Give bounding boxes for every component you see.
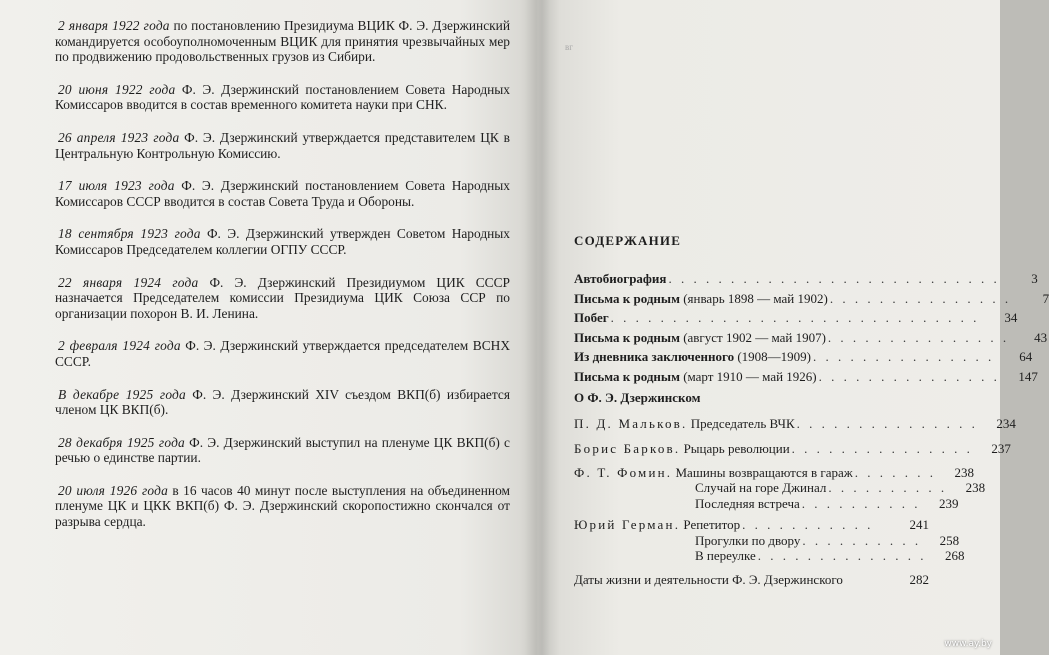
toc-author: Ф. Т. Фомин. <box>574 464 673 480</box>
entry-text: Ф. Э. Дзержинский Президиумом ЦИК СССР назначается Председателем комиссии Президиума ЦИК Союза ССР по организации похорон В. И. Ленина. <box>55 274 510 321</box>
toc-leader: . . . . . . . . . . <box>828 480 948 496</box>
entry-text: Ф. Э. Дзержинский утверждается представителем ЦК в Центральную Контрольную Комиссию. <box>55 129 510 161</box>
toc-entry-title: Даты жизни и деятельности Ф. Э. Дзержинского <box>574 571 843 587</box>
entry-text: Ф. Э. Дзержинский утверждается председателем ВСНХ СССР. <box>55 338 510 369</box>
toc-entry-rest: (январь 1898 — май 1902) <box>679 290 828 306</box>
toc-entry-rest: (август 1902 — май 1907) <box>679 329 826 345</box>
chronology-entry <box>55 130 510 161</box>
toc-entry-title: Рыцарь революции <box>680 441 790 457</box>
toc-entry-title: Прогулки по двору <box>695 532 801 548</box>
toc-page-number: 7 <box>1042 290 1049 306</box>
entry-date: 20 июля 1926 года <box>58 482 168 498</box>
toc-row <box>574 328 1048 348</box>
toc-row <box>574 532 960 549</box>
toc-leader: . . . . . . . . . . <box>801 495 921 511</box>
toc-title: СОДЕРЖАНИЕ <box>574 233 682 248</box>
toc-leader: . . . . . . . . . . . . . . . . . . . . . . . . . . . . . . <box>610 310 980 326</box>
toc-row <box>574 464 974 481</box>
chronology-entry <box>55 178 510 209</box>
toc-leader: . . . . . . . <box>854 464 936 480</box>
toc-page-number: 268 <box>945 548 965 564</box>
toc-author: П. Д. Мальков. <box>574 415 688 431</box>
entry-date: 20 июня 1922 года <box>58 81 176 97</box>
entry-date: 28 декабря 1925 года <box>58 434 185 450</box>
left-page <box>55 18 510 547</box>
toc-leader: . . . . . . . . . . . . . . <box>757 548 927 564</box>
toc-row <box>574 308 1018 328</box>
chronology-entry <box>55 226 510 257</box>
toc-page-number: 64 <box>1019 349 1033 365</box>
toc-entry-bold: Письма к родным <box>574 368 680 384</box>
toc-page-number: 147 <box>1018 368 1038 384</box>
toc-entry-title: Последняя встреча <box>695 495 800 511</box>
entry-date: 18 сентября 1923 года <box>58 226 201 242</box>
toc-entry-rest: (1908—1909) <box>734 349 811 365</box>
toc-page-number: 241 <box>909 517 929 533</box>
entry-text: по постановлению Президиума ВЦИК Ф. Э. Дзержинский командируется особоуполномоченным ВЦИК для принятия чрезвычайных мер по продвижению продовольственных грузов из Сибири. <box>55 18 511 65</box>
toc-author: Борис Барков. <box>574 441 681 457</box>
toc-row <box>574 548 965 564</box>
toc-page-number: 43 <box>1034 329 1048 345</box>
chronology-entry <box>55 338 510 369</box>
book-gutter <box>520 0 560 655</box>
site-watermark: www.ay.by <box>944 639 992 649</box>
toc-row <box>574 495 959 512</box>
chronology-entry <box>55 483 510 530</box>
toc-leader: . . . . . . . . . . . . . . . <box>827 329 1010 345</box>
toc-leader: . . . . . . . . . . . . . . . <box>818 368 1000 384</box>
toc-row <box>574 367 1038 387</box>
toc-entry-bold: Письма к родным <box>574 290 680 306</box>
toc-entry-bold: Побег <box>574 310 609 326</box>
toc-entry-bold: Из дневника заключенного <box>574 349 735 365</box>
right-page <box>574 233 1049 589</box>
entry-date: 2 февраля 1924 года <box>58 338 181 354</box>
entry-date: 22 января 1924 года <box>58 274 199 290</box>
toc-row <box>574 517 929 533</box>
entry-date: В декабре 1925 года <box>58 386 186 402</box>
toc-page-number: 238 <box>954 464 974 480</box>
toc-row <box>574 480 986 496</box>
toc-entry-bold: Автобиография <box>574 271 667 286</box>
entry-date: 26 апреля 1923 года <box>58 129 180 145</box>
toc-leader: . . . . . . . . . . . . . . . . . . . . . . . . . . . <box>668 271 1000 286</box>
toc-leader: . . . . . . . . . . . . . . . <box>796 415 978 431</box>
entry-text: Ф. Э. Дзержинский постановлением Совета Народных Комиссаров вводится в состав временного комитета науки при СНК. <box>55 81 510 113</box>
toc-row <box>574 289 1049 309</box>
toc-entry-bold: Письма к родным <box>574 329 680 345</box>
toc-row <box>574 570 929 590</box>
toc-page-number: 238 <box>965 480 986 496</box>
toc-entry-title: Репетитор <box>680 517 741 533</box>
entry-text: Ф. Э. Дзержинский XIV съездом ВКП(б) избирается членом ЦК ВКП(б). <box>55 386 510 418</box>
toc-page-number: 239 <box>939 495 959 511</box>
toc-row <box>574 269 1038 289</box>
chronology-entry <box>55 387 510 418</box>
toc-page-number: 282 <box>909 571 929 587</box>
toc-entry-title: Председатель ВЧК <box>687 415 795 431</box>
toc-leader: . . . . . . . . . . . . . . . <box>829 290 1012 306</box>
entry-text: Ф. Э. Дзержинский выступил на пленуме ЦК ВКП(б) с речью о единстве партии. <box>55 434 511 466</box>
toc-leader: . . . . . . . . . . . . . . . <box>813 349 995 365</box>
entry-date: 17 июля 1923 года <box>58 178 175 194</box>
toc-page-number: 258 <box>939 532 960 548</box>
toc-entry-title: В переулке <box>695 548 756 564</box>
toc-row <box>574 414 1016 434</box>
chronology-entry <box>55 435 510 466</box>
toc-section-heading: О Ф. Э. Дзержинском <box>574 389 701 405</box>
entry-date: 2 января 1922 года <box>58 18 170 33</box>
entry-text: в 16 часов 40 минут после выступления на объединенном пленуме ЦК и ЦКК ВКП(б) Ф. Э. Дзержинский скоропостижно скончался от разрыва сердца. <box>55 482 510 530</box>
toc-leader: . . . . . . . . . . <box>802 532 922 548</box>
toc-page-number: 3 <box>1031 271 1038 286</box>
toc-entry-rest: (март 1910 — май 1926) <box>679 368 817 384</box>
chronology-entry <box>55 275 510 322</box>
toc-author: Юрий Герман. <box>574 517 681 533</box>
toc-page-number: 234 <box>996 415 1016 431</box>
toc-entry-title: Машины возвращаются в гараж <box>672 464 853 480</box>
toc-row <box>574 347 1033 367</box>
toc-row <box>574 439 1011 459</box>
chronology-entry <box>55 18 510 65</box>
toc-page-number: 237 <box>991 441 1011 457</box>
entry-text: Ф. Э. Дзержинский утвержден Советом Народных Комиссаров Председателем коллегии ОГПУ СССР. <box>55 226 510 257</box>
toc-entry-title: Случай на горе Джинал <box>695 480 827 496</box>
toc-leader: . . . . . . . . . . . <box>742 517 874 533</box>
entry-text: Ф. Э. Дзержинский постановлением Совета Народных Комиссаров СССР вводится в состав Совета Труда и Обороны. <box>55 178 510 209</box>
chronology-entry <box>55 82 510 113</box>
faint-page-mark: вг <box>565 42 573 52</box>
toc-leader: . . . . . . . . . . . . . . . <box>791 441 973 457</box>
toc-page-number: 34 <box>1004 310 1018 326</box>
